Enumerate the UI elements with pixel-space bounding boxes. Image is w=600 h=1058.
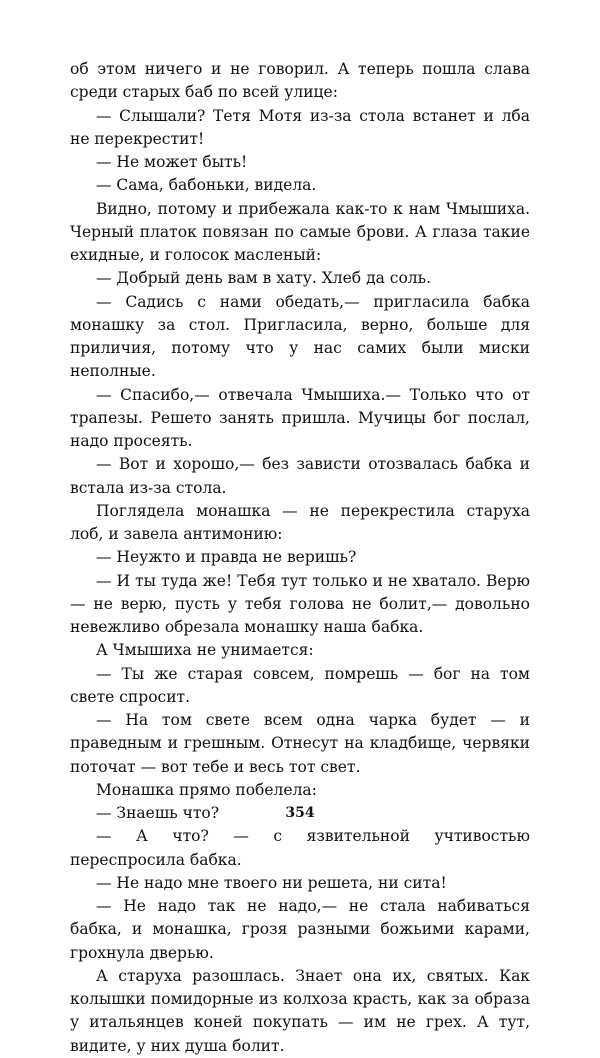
paragraph-7: — Садись с нами обедать,— пригласила бабка монашку за стол. Пригласила, верно, больше для приличия, потому что у нас самих были миски неполные. [70, 292, 530, 381]
paragraph-15: — На том свете всем одна чарка будет — и праведным и грешным. Отнесут на кладбище, червяки поточат — вот тебе и весь тот свет. [70, 711, 530, 776]
paragraph-3: — Не может быть! [96, 153, 248, 171]
paragraph-10: Поглядела монашка — не перекрестила старуха лоб, и завела антимонию: [70, 501, 530, 543]
paragraph-21: А старуха разошлась. Знает она их, святых. Как колышки помидорные из колхоза красть, как за образа у итальянцев коней покупать — им не грех. А тут, видите, у них душа болит. [70, 966, 530, 1055]
paragraph-17: — Знаешь что? [96, 804, 220, 822]
page-text [70, 58, 530, 1058]
paragraph-16: Монашка прямо побелела: [96, 780, 317, 799]
paragraph-4: — Сама, бабоньки, видела. [96, 176, 317, 195]
paragraph-19: — Не надо мне твоего ни решета, ни сита! [96, 873, 447, 892]
page-number: 354 [285, 805, 315, 821]
paragraph-8: — Спасибо,— отвечала Чмышиха.— Только что от трапезы. Решето занять пришла. Мучицы бог послал, надо просеять. [70, 385, 530, 450]
paragraph-5: Видно, потому и прибежала как-то к нам Чмышиха. Черный платок повязан по самые брови. А глаза такие ехидные, и голосок масленый: [70, 199, 530, 264]
paragraph-12: — И ты туда же! Тебя тут только и не хватало. Верю — не верю, пусть у тебя голова не болит,— довольно невежливо обрезала монашку наша бабка. [70, 571, 530, 636]
paragraph-11: — Неужто и правда не веришь? [96, 548, 357, 567]
paragraph-2: — Слышали? Тетя Мотя из-за стола встанет и лба не перекрестит! [70, 106, 530, 148]
paragraph-6: — Добрый день вам в хату. Хлеб да соль. [96, 269, 432, 288]
paragraph-9: — Вот и хорошо,— без зависти отозвалась бабка и встала из-за стола. [70, 455, 530, 497]
paragraph-14: — Ты же старая совсем, помрешь — бог на том свете спросит. [70, 664, 530, 706]
paragraph-20: — Не надо так не надо,— не стала набиваться бабка, и монашка, грозя разными божьими карами, грохнула дверью. [70, 897, 530, 962]
paragraph-13: А Чмышиха не унимается: [96, 641, 314, 660]
paragraph-1: об этом ничего и не говорил. А теперь пошла слава среди старых баб по всей улице: [70, 60, 530, 102]
paragraph-18: — А что? — с язвительной учтивостью переспросила бабка. [70, 827, 530, 869]
